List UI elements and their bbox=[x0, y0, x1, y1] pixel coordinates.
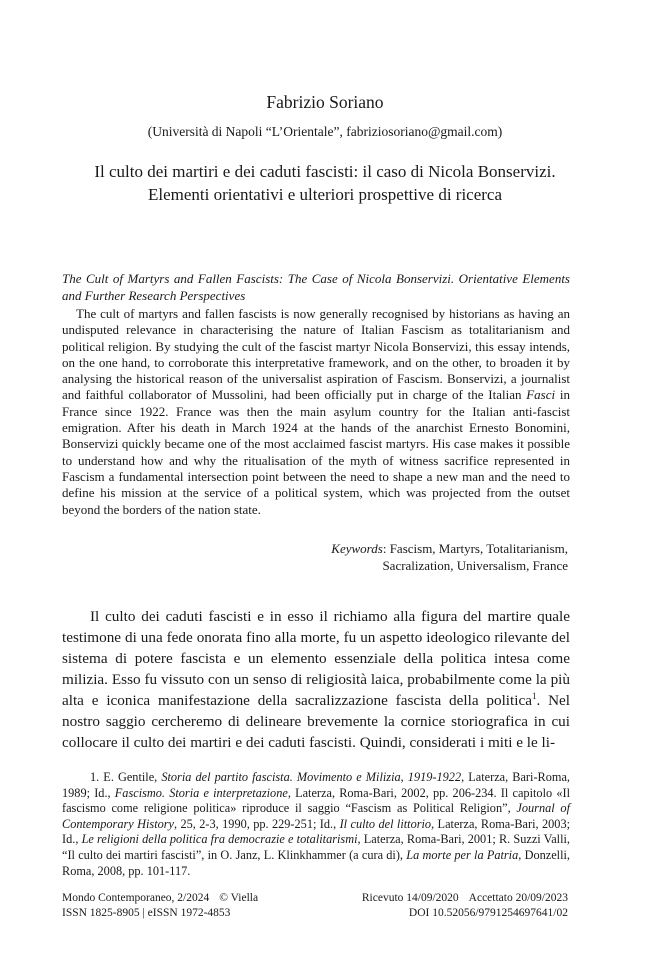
footer-right bbox=[362, 891, 568, 921]
author-name: Fabrizio Soriano bbox=[266, 92, 384, 112]
cited-title: Storia del partito fascista. Movimento e Milizia, 1919-1922 bbox=[161, 770, 462, 784]
body-paragraph bbox=[62, 606, 570, 753]
keywords-label: Keywords bbox=[331, 541, 383, 556]
abstract-text bbox=[62, 306, 570, 518]
title-line-1: Il culto dei martiri e dei caduti fascisti: il caso di Nicola Bonservizi. bbox=[94, 162, 556, 181]
keywords bbox=[228, 540, 568, 574]
cited-title: Il culto del littorio bbox=[339, 816, 432, 831]
cited-title: Fascismo. Storia e interpretazione bbox=[114, 785, 288, 800]
footnote-text: , Laterza, Roma-Bari, 2003; Id., bbox=[62, 816, 571, 847]
abstract-text-part: in France since 1922. France was then the main asylum country for the Italian anti-fascist emigration. After his death in March 1924 at the hands of the anarchist Ernesto Bonomini, Bonservizi quickly became one of the most acclaimed fascist martyrs. His case makes it possible to understand how and why the ritualisation of the myth of witness sacrifice represented in Fascism a fundamental intersection point between the need to shape a new man and the need to define his mission at the service of a political system, which was projected from the outset beyond the borders of the nation state. bbox=[62, 387, 570, 517]
body-text: Il culto dei caduti fascisti e in esso il richiamo alla figura del martire quale testimone di una fede onorata fino alla morte, fu un aspetto ideologico rilevante del sistema di potere fascista e un elemento essenziale della politica intesa come milizia. Esso fu vissuto con un senso di religiosità laica, probabilmente come la più alta e iconica manifestazione della sacralizzazione fascista della politica bbox=[62, 608, 570, 709]
footnote-text: , Laterza, Roma-Bari, 2002, pp. 206-234. Il capitolo «Il fascismo come religione politica» riproduce il saggio “Fascism as Political Religion”, bbox=[62, 785, 570, 816]
cited-title: Le religioni della politica fra democrazie e totalitarismi bbox=[81, 832, 358, 847]
footnote-text: , Laterza, Bari-Roma, 1989; Id., bbox=[62, 770, 570, 800]
doi: DOI 10.52056/9791254697641/02 bbox=[408, 907, 568, 919]
footnote-text: , Laterza, Roma-Bari, 2001; R. Suzzi Valli, “Il culto dei martiri fascisti”, in O. Janz, L. Klinkhammer (a cura di), bbox=[62, 832, 570, 862]
accepted-date: Accettato 20/09/2023 bbox=[468, 892, 568, 904]
footer-left bbox=[62, 891, 258, 921]
issn: ISSN 1825-8905 | eISSN 1972-4853 bbox=[62, 907, 231, 919]
cited-title: Journal of Contemporary History bbox=[62, 801, 570, 831]
cited-title: La morte per la Patria bbox=[406, 847, 519, 862]
publisher: © Viella bbox=[219, 892, 259, 904]
footnote-text: , Donzelli, Roma, 2008, pp. 101-117. bbox=[62, 847, 570, 878]
keywords-line-2: Sacralization, Universalism, France bbox=[382, 558, 568, 573]
footnote-ref[interactable]: 1 bbox=[531, 690, 537, 701]
footnote-text: , 25, 2-3, 1990, pp. 229-251; Id., bbox=[174, 816, 340, 831]
keywords-line-1: : Fascism, Martyrs, Totalitarianism, bbox=[382, 541, 568, 556]
body-text: . Nel nostro saggio cercheremo di delineare brevemente la cornice storiografica in cui collocare il culto dei martiri e dei caduti fascisti. Quindi, considerati i miti e le li- bbox=[62, 692, 570, 751]
footnote-text: 1. E. Gentile, bbox=[90, 770, 162, 784]
footnote-1 bbox=[62, 770, 570, 879]
received-date: Ricevuto 14/09/2020 bbox=[361, 892, 459, 904]
abstract-title: The Cult of Martyrs and Fallen Fascists: The Case of Nicola Bonservizi. Orientative Elements and Further Research Perspectives bbox=[62, 271, 570, 303]
journal-issue: Mondo Contemporaneo, 2/2024 bbox=[62, 892, 210, 904]
article-title bbox=[40, 160, 610, 206]
author-affiliation: (Università di Napoli “L’Orientale”, fabriziosoriano@gmail.com) bbox=[147, 124, 503, 139]
abstract-text-part: The cult of martyrs and fallen fascists is now generally recognised by historians as having an undisputed relevance in characterising the nature of Italian Fascism as totalitarianism and political religion. By studying the cult of the fascist martyr Nicola Bonservizi, this essay intends, on the one hand, to corroborate this interpretative framework, and on the other, to broaden it by analysing the historical reason of the universalist aspiration of Fascism. Bonservizi, a journalist and faithful collaborator of Mussolini, had been officially put in charge of the Italian bbox=[62, 306, 570, 403]
title-line-2: Elementi orientativi e ulteriori prospettive di ricerca bbox=[147, 185, 503, 204]
abstract-italic-term: Fasci bbox=[526, 387, 556, 403]
